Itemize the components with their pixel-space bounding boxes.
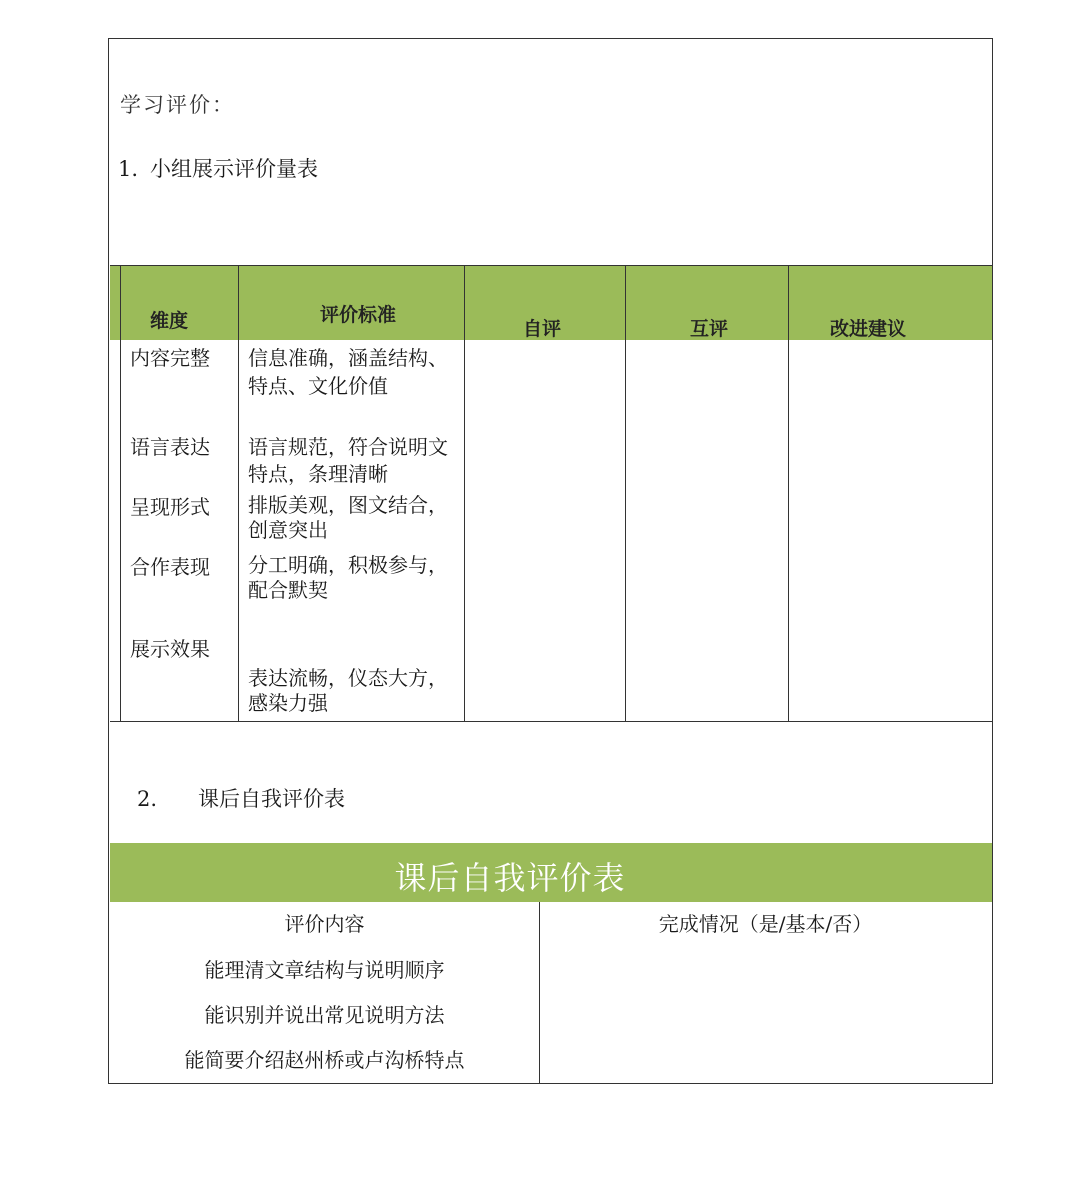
- row-criteria-line1: 语言规范，符合说明文: [248, 435, 448, 459]
- row-dimension: 合作表现: [130, 555, 210, 579]
- row-dimension: 语言表达: [130, 435, 210, 459]
- table1-top-border: [110, 265, 992, 266]
- row-criteria-line2: 特点、文化价值: [248, 374, 388, 398]
- table1-number: 1.: [118, 157, 139, 181]
- table2-banner-title: 课后自我评价表: [394, 859, 626, 897]
- row-dimension: 展示效果: [130, 637, 210, 661]
- table2-header-content: 评价内容: [284, 912, 365, 936]
- section-heading: 学习评价：: [120, 93, 235, 117]
- table2-item: 能简要介绍赵州桥或卢沟桥特点: [184, 1048, 465, 1072]
- header-criteria: 评价标准: [320, 304, 397, 326]
- row-dimension: 内容完整: [130, 346, 210, 370]
- row-criteria-line2: 创意突出: [248, 518, 328, 542]
- header-self-eval: 自评: [523, 318, 562, 340]
- row-criteria-line1: 分工明确，积极参与，: [248, 553, 448, 577]
- table2-item: 能理清文章结构与说明顺序: [204, 958, 445, 982]
- row-criteria-line2: 特点，条理清晰: [248, 462, 388, 486]
- row-criteria-line2: 感染力强: [248, 691, 328, 715]
- table1-left-divider: [120, 266, 121, 721]
- table1-caption: 小组展示评价量表: [150, 157, 318, 181]
- header-dimension: 维度: [150, 310, 189, 332]
- table1-divider-2: [464, 266, 465, 721]
- row-criteria-line1: 排版美观，图文结合，: [248, 493, 448, 517]
- row-dimension: 呈现形式: [130, 495, 210, 519]
- table2-banner: [110, 843, 992, 902]
- table2-caption: 课后自我评价表: [198, 787, 345, 811]
- table1-bottom-border: [110, 721, 992, 722]
- table2-item: 能识别并说出常见说明方法: [204, 1003, 445, 1027]
- table1-divider-1: [238, 266, 239, 721]
- header-peer-eval: 互评: [690, 318, 729, 340]
- table2-number: 2.: [137, 787, 158, 811]
- row-criteria-line1: 表达流畅，仪态大方，: [248, 666, 448, 690]
- table1-divider-3: [625, 266, 626, 721]
- row-criteria-line1: 信息准确，涵盖结构、: [248, 346, 448, 370]
- header-suggestions: 改进建议: [830, 318, 907, 340]
- table1-divider-4: [788, 266, 789, 721]
- table2-header-status: 完成情况（是/基本/否）: [658, 912, 873, 936]
- row-criteria-line2: 配合默契: [248, 578, 328, 602]
